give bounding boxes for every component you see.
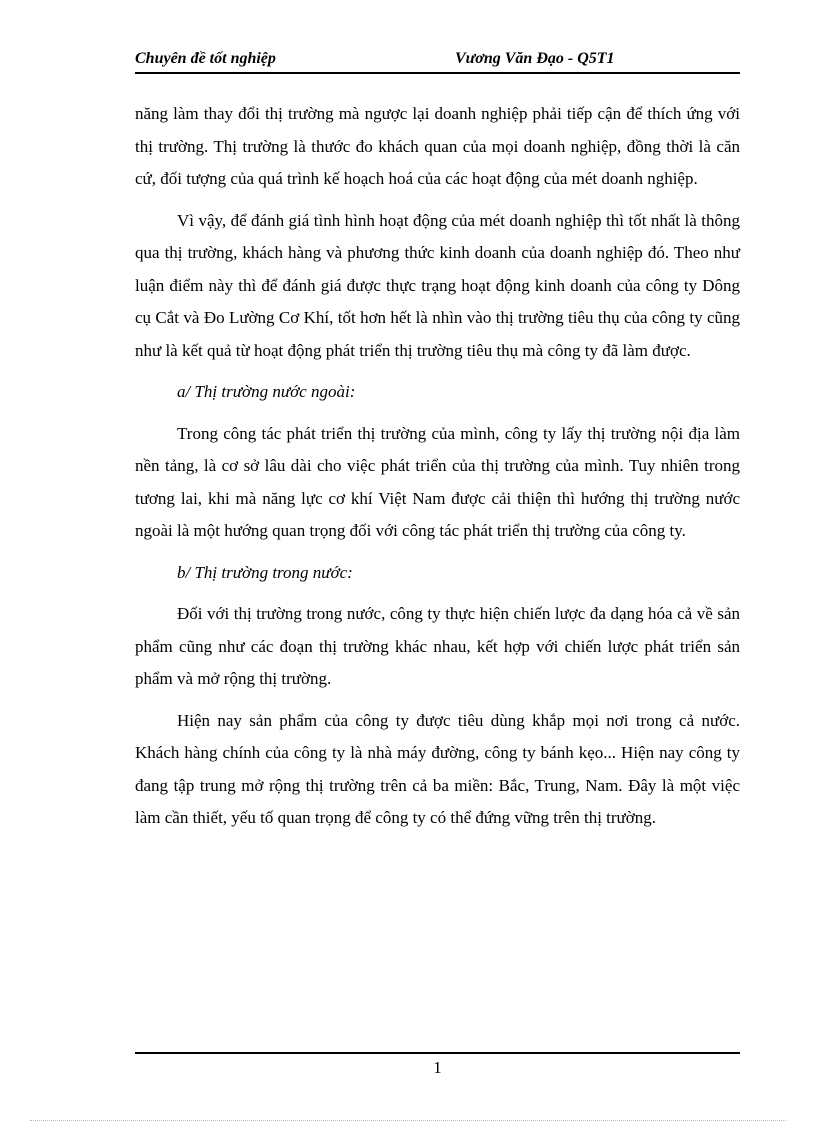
section-heading-foreign-market: a/ Thị trường nước ngoài: [177,382,356,401]
paragraph-domestic-strategy: Đối với thị trường trong nước, công ty thực hiện chiến lược đa dạng hóa cả về sản phẩm cũng như các đoạn thị trường khác nhau, kết hợp với chiến lược phát triển sản phẩm và mở rộng thị trường. [135,604,740,688]
document-body [135,98,740,844]
page-number: 1 [433,1058,442,1077]
section-heading-domestic-market: b/ Thị trường trong nước: [177,562,353,582]
header-author: Vương Văn Đạo - Q5T1 [455,50,615,67]
page-header [135,48,740,72]
header-divider [135,72,740,74]
footer-divider [135,1052,740,1054]
paragraph-foreign-market: Trong công tác phát triển thị trường của mình, công ty lấy thị trường nội địa làm nền tảng, là cơ sở lâu dài cho việc phát triển của thị trường của mình. Tuy nhiên trong tương lai, khi mà năng lực cơ khí Việt Nam được cải thiện thì hướng thị trường nước ngoài là một hướng quan trọng đối với công tác phát triển thị trường của công ty. [135,423,740,540]
header-document-title: Chuyên đề tốt nghiệp [135,50,276,67]
page-bottom-edge [30,1120,786,1121]
paragraph-evaluation: Vì vậy, để đánh giá tình hình hoạt động của mét doanh nghiệp thì tốt nhất là thông qua thị trường, khách hàng và phương thức kinh doanh của doanh nghiệp đó. Theo như luận điểm này thì để đánh giá được thực trạng hoạt động kinh doanh của công ty Dông cụ Cắt và Đo Lường Cơ Khí, tốt hơn hết là nhìn vào thị trường tiêu thụ của công ty cũng như là kết quả từ hoạt động phát triển thị trường tiêu thụ mà công ty đã làm được. [135,210,740,360]
paragraph-domestic-customers: Hiện nay sản phẩm của công ty được tiêu dùng khắp mọi nơi trong cả nước. Khách hàng chính của công ty là nhà máy đường, công ty bánh kẹo... Hiện nay công ty đang tập trung mở rộng thị trường trên cả ba miền: Bắc, Trung, Nam. Đây là một việc làm cần thiết, yếu tố quan trọng để công ty có thể đứng vững trên thị trường. [135,710,740,827]
paragraph-continuation: năng làm thay đổi thị trường mà ngược lại doanh nghiệp phải tiếp cận để thích ứng với thị trường. Thị trường là thước đo khách quan của mọi doanh nghiệp, đồng thời là căn cứ, đối tượng của quá trình kế hoạch hoá của các hoạt động của mét doanh nghiệp. [135,104,740,188]
